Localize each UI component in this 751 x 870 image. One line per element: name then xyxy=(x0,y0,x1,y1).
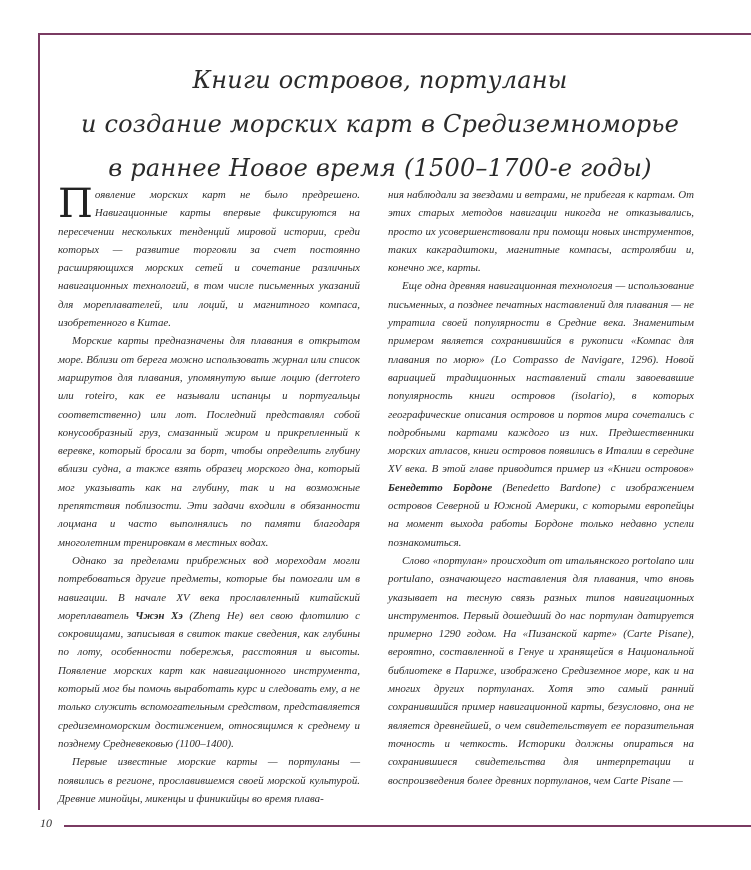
left-paragraph-3 xyxy=(58,552,360,753)
left-paragraph-2: Морские карты предназначены для плавания в открытом море. Вблизи от берега можно использовать журнал или список маршрутов для плавания, упомянутую выше лоцию (derrotero или roteiro, как ее называли испанцы и португальцы соответственно) или лот. Последний представлял собой конусообразный груз, смазанный жиром и прикрепленный к веревке, который бросали за борт, чтобы определить глубину вблизи судна, а также взять образец морского дна, который мог указывать как на глубину, так и на возможные препятствия поблизости. Эти задачи входили в обязанности лоцмана и часто выполнялись по памяти благодаря многолетним тренировкам в местных водах. xyxy=(58,335,360,549)
frame-top-rule xyxy=(38,33,751,35)
right-paragraph-2-part1: Еще одна древняя навигационная технология — использование письменных, а позднее печатных наставлений для плавания — не утратила своей популярности в Средние века. Знаменитым примером является сохранившийся в рукописи «Компас для плавания по морю» (Lo Compasso de Navigare, 1296). Новой вариацией традиционных наставлений стали завоевавшие популярность книги островов (isolario), в которых географические описания островов и портов мира сочетались с подробными картами каждого из них. Предшественники морских атласов, книги островов появились в Италии в середине XV века. В этой главе приводится пример из «Книги островов» xyxy=(388,280,694,476)
frame-left-rule xyxy=(38,33,40,810)
page-number: 10 xyxy=(40,816,52,830)
right-paragraph-2 xyxy=(388,277,694,551)
left-paragraph-4: Первые известные морские карты — портуланы — появились в регионе, прославившемся своей морской культурой. Древние минойцы, микенцы и финикийцы во время плава- xyxy=(58,756,360,805)
left-paragraph-3-part1: Однако за пределами прибрежных вод мореходам могли потребоваться другие предметы, которые бы помогали им в навигации. В начале XV века прославленный китайский мореплаватель xyxy=(58,554,360,622)
left-paragraph-1-text: оявление морских карт не было предрешено. Навигационные карты впервые фиксируются на пересечении нескольких тенденций мировой истории, среди которых — развитие торговли за счет постоянно расширяющихся морских сетей и сочетание различных навигационных технологий, в том числе письменных указаний для мореплавателей, или лоций, и магнитного компаса, изобретенного в Китае. xyxy=(58,189,360,330)
frame-bottom-rule xyxy=(64,825,751,827)
right-paragraph-1: ния наблюдали за звездами и ветрами, не прибегая к картам. От этих старых методов навигации никогда не отказывались, просто их усовершенствовали при помощи новых инструментов, таких какградштоки, магнитные компасы, астролябии и, конечно же, карты. xyxy=(388,189,694,275)
right-paragraph-3: Слово «портулан» происходит от итальянского portolano или portulano, означающего наставления для плавания, что вновь указывает на тесную связь разных типов навигационных инструментов. Первый дошедший до нас портулан датируется примерно 1290 годом. На «Пизанской карте» (Carte Pisane), вероятно, составленной в Генуе и хранящейся в Национальной библиотеке в Париже, изображено Средиземное море, как и на многих других портуланах. Хотя это самый ранний сохранившийся пример навигационной карты, безусловно, она не является древнейшей, о чем свидетельствует ее поразительная точность и четкость. Историки должны опираться на сохранившиеся свидетельства для интерпретации и воспроизведения более древних портуланов, чем Carte Pisane — xyxy=(388,554,694,787)
right-paragraph-2-part2: (Benedetto Bardone) с изображением островов Северной и Южной Америки, с которыми европейцы на момент выхода работы Бордоне только недавно успели познакомиться. xyxy=(388,481,694,549)
title-line-3: в раннее Новое время (1500–1700-е годы) xyxy=(108,154,652,182)
title-line-2: и создание морских карт в Средиземноморье xyxy=(80,110,679,138)
left-column xyxy=(58,181,361,808)
left-paragraph-3-part2: (Zheng He) вел свою флотилию с сокровищами, записывая в свиток такие сведения, как глубины по лоту, особенности побережья, расстояния и высоты. Появление морских карт как навигационного инструмента, который мог бы помочь выработать курс и следовать ему, а не только служить вспомогательным средством, представляется средиземноморским достижением, относящимся к среднему и позднему Средневековью (1100–1400). xyxy=(58,609,361,750)
name-benedetto-bordone: Бенедетто Бордоне xyxy=(388,481,493,494)
drop-cap: П xyxy=(58,181,93,227)
title-line-1: Книги островов, портуланы xyxy=(192,66,568,94)
name-zheng-he: Чжэн Хэ xyxy=(135,609,183,622)
left-paragraph-1 xyxy=(58,181,360,332)
right-column xyxy=(388,186,694,790)
chapter-title xyxy=(60,58,700,190)
